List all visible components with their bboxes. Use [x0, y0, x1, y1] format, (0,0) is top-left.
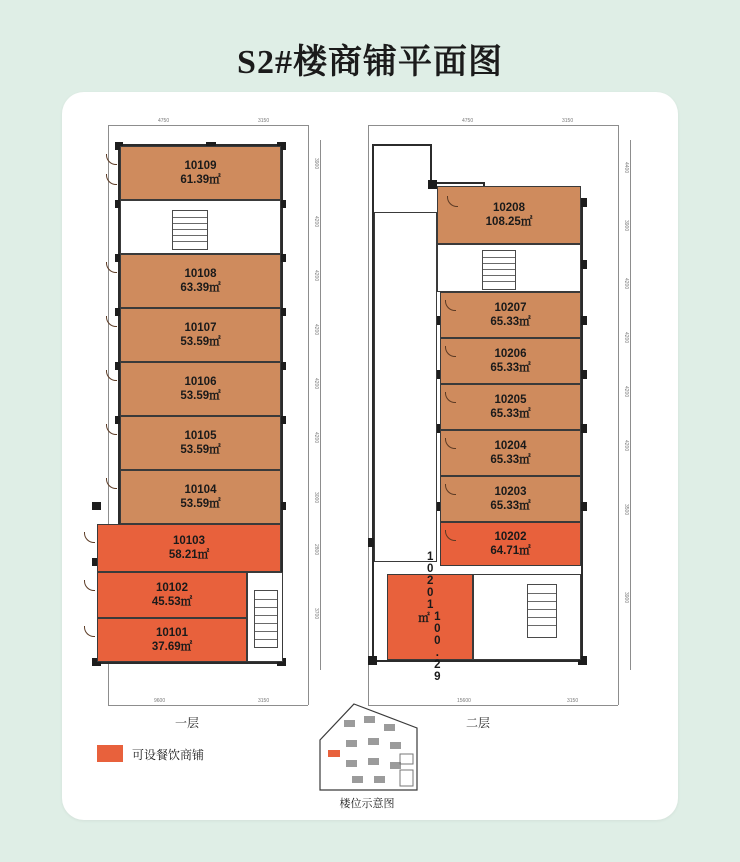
unit-code: 10205 — [494, 393, 527, 406]
unit-area: 65.33㎡ — [490, 454, 531, 466]
corridor-f2-left — [374, 212, 437, 562]
unit-code: 10202 — [494, 530, 527, 543]
legend-label: 可设餐饮商铺 — [132, 748, 205, 762]
unit-code: 10109 — [184, 159, 217, 172]
unit-area: 53.59㎡ — [180, 336, 221, 348]
dim-f1-r-6: 4200 — [313, 432, 319, 444]
unit-area: 53.59㎡ — [180, 444, 221, 456]
unit-code: 10204 — [494, 439, 527, 452]
unit-10205[interactable] — [440, 384, 581, 430]
legend-swatch — [97, 745, 123, 762]
unit-10101[interactable] — [97, 618, 247, 662]
unit-10207[interactable] — [440, 292, 581, 338]
unit-area: 61.39㎡ — [180, 174, 221, 186]
dim-f2-r-6: 4200 — [623, 440, 629, 452]
unit-10103[interactable] — [97, 524, 281, 572]
unit-10107[interactable] — [120, 308, 281, 362]
unit-area: 108.25㎡ — [485, 216, 533, 228]
stair-f2-lower — [527, 584, 557, 638]
dim-f2-top-2: 3150 — [562, 118, 574, 124]
unit-10208[interactable] — [437, 186, 581, 244]
dim-f2-r-5: 4200 — [623, 386, 629, 398]
unit-code: 10106 — [184, 375, 217, 388]
unit-10109[interactable] — [120, 146, 281, 200]
unit-area: 37.69㎡ — [151, 641, 193, 653]
plan-card — [62, 92, 678, 820]
unit-code: 10203 — [494, 485, 527, 498]
unit-code: 10101 — [156, 626, 188, 639]
unit-10201[interactable] — [387, 551, 473, 683]
stair-f2-upper — [482, 250, 516, 290]
unit-10206[interactable] — [440, 338, 581, 384]
unit-area: 65.33㎡ — [490, 362, 531, 374]
key-map-icon — [312, 700, 427, 795]
dim-f1-bot-2: 3150 — [258, 698, 270, 704]
unit-area: 53.59㎡ — [180, 498, 221, 510]
dim-f1-top-1: 4750 — [158, 118, 170, 124]
unit-area: 65.33㎡ — [490, 408, 531, 420]
stair-f1-upper — [172, 210, 208, 250]
dim-f2-r-8: 3900 — [623, 592, 629, 604]
floor-2-label: 二层 — [466, 716, 491, 730]
unit-10204[interactable] — [440, 430, 581, 476]
dim-f1-r-3: 4200 — [313, 270, 319, 282]
dim-f1-bot-1: 9600 — [154, 698, 166, 704]
unit-code: 10102 — [156, 581, 188, 594]
unit-code: 10105 — [184, 429, 217, 442]
unit-10102[interactable] — [97, 572, 247, 618]
dim-f1-r-8: 2800 — [313, 544, 319, 556]
unit-area: 65.33㎡ — [490, 500, 531, 512]
dim-f2-r-3: 4200 — [623, 278, 629, 290]
dim-f2-r-2: 3900 — [623, 220, 629, 232]
unit-area: 45.53㎡ — [151, 596, 193, 608]
page-title: S2#楼商铺平面图 — [237, 44, 503, 81]
dim-f1-r-5: 4200 — [313, 378, 319, 390]
unit-10108[interactable] — [120, 254, 281, 308]
unit-10105[interactable] — [120, 416, 281, 470]
stair-f1-lower — [254, 590, 278, 648]
unit-code: 10201 — [424, 551, 437, 611]
unit-area: 58.21㎡ — [168, 549, 210, 561]
floor-1-label: 一层 — [175, 716, 200, 730]
unit-code: 10208 — [493, 201, 525, 214]
unit-area: 64.71㎡ — [490, 545, 531, 557]
dim-f2-r-1: 4400 — [623, 162, 629, 174]
unit-10106[interactable] — [120, 362, 281, 416]
unit-code: 10103 — [173, 534, 205, 547]
unit-code: 10206 — [494, 347, 527, 360]
dim-f2-r-7: 3500 — [623, 504, 629, 516]
dim-f2-bot-2: 3150 — [567, 698, 579, 704]
unit-code: 10207 — [494, 301, 527, 314]
dim-f1-r-2: 4200 — [313, 216, 319, 228]
dim-f1-r-1: 3900 — [313, 158, 319, 170]
dim-f1-top-2: 3150 — [258, 118, 270, 124]
dim-f1-r-4: 4200 — [313, 324, 319, 336]
unit-code: 10108 — [184, 267, 217, 280]
dim-f1-r-9: 3700 — [313, 608, 319, 620]
unit-area: 63.39㎡ — [180, 282, 221, 294]
dim-f2-top-1: 4750 — [462, 118, 474, 124]
unit-area: 100.29㎡ — [417, 611, 444, 683]
dim-f2-bot-1: 15600 — [457, 698, 471, 704]
unit-area: 53.59㎡ — [180, 390, 221, 402]
unit-code: 10107 — [184, 321, 217, 334]
key-map-label: 楼位示意图 — [339, 798, 395, 810]
unit-10203[interactable] — [440, 476, 581, 522]
unit-10202[interactable] — [440, 522, 581, 566]
unit-code: 10104 — [184, 483, 217, 496]
unit-area: 65.33㎡ — [490, 316, 531, 328]
dim-f2-r-4: 4200 — [623, 332, 629, 344]
unit-10104[interactable] — [120, 470, 281, 524]
dim-f1-r-7: 3000 — [313, 492, 319, 504]
key-map — [312, 700, 427, 795]
